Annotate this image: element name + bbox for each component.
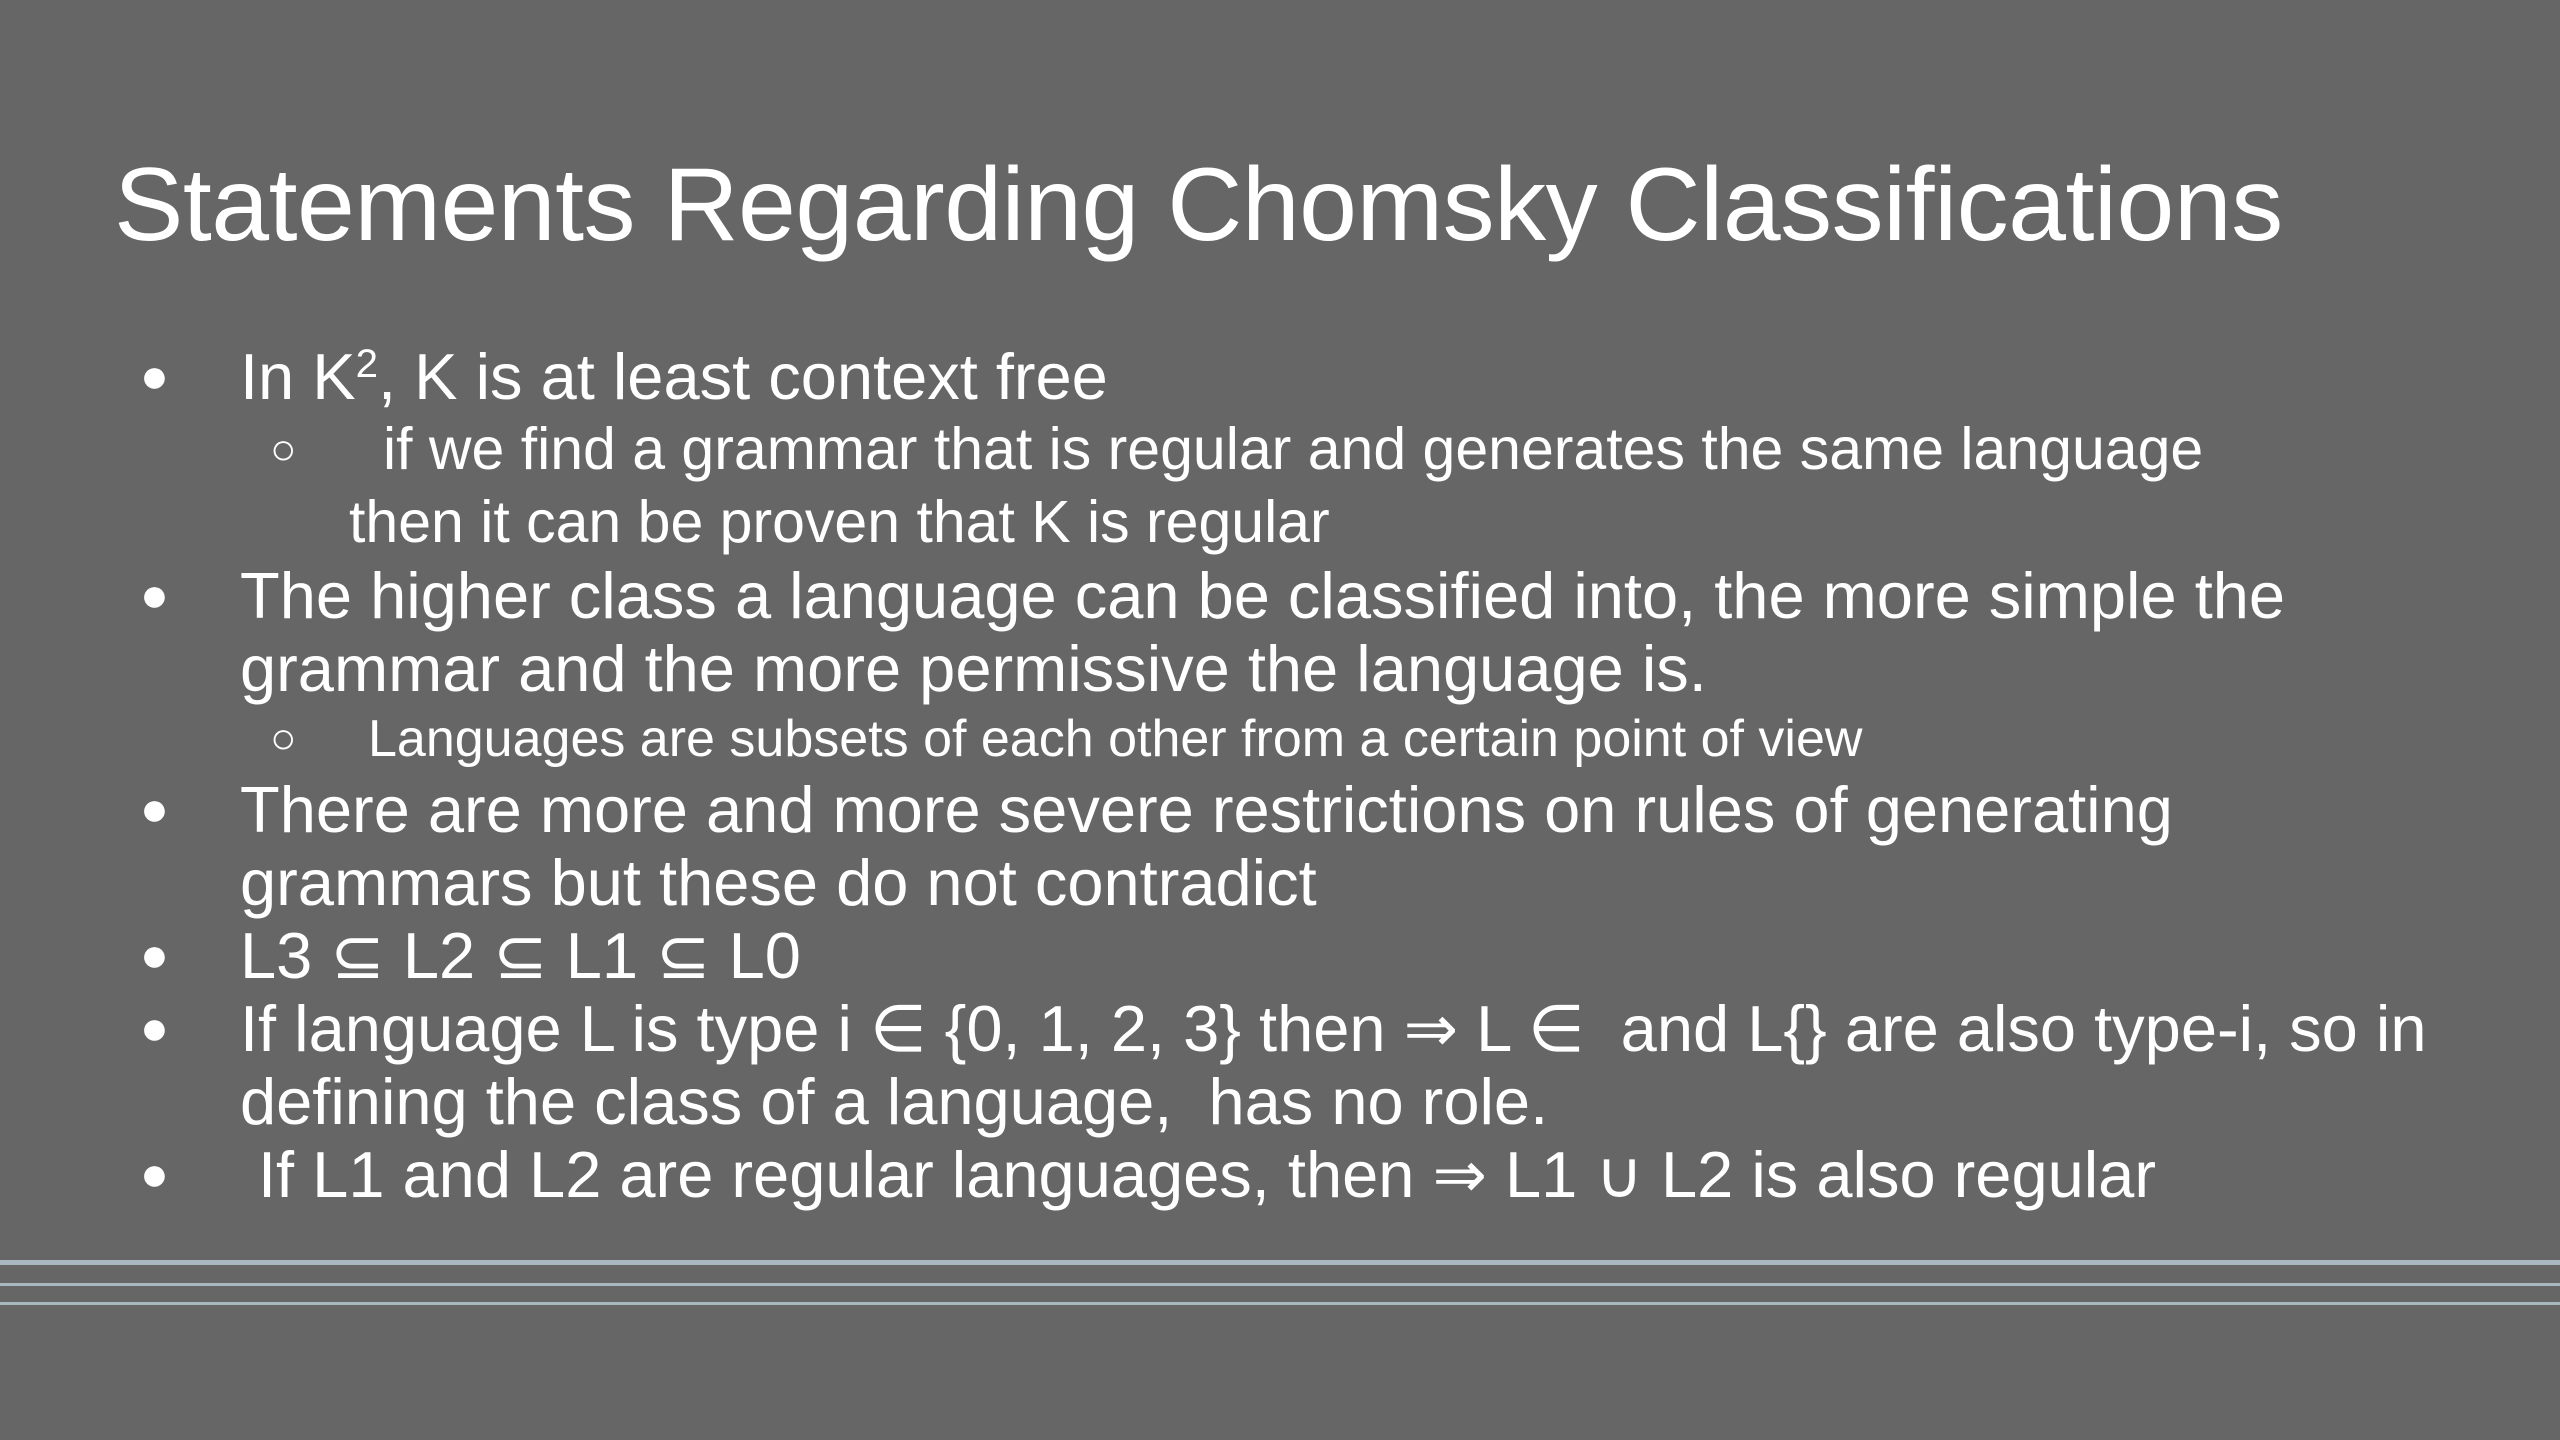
bullet-marker: ●: [140, 929, 169, 982]
bullet-list: [140, 340, 2440, 1211]
sub-bullet-item-2: [140, 705, 2440, 773]
bullet-text: [240, 340, 1108, 413]
superscript: 2: [355, 340, 379, 386]
bullet-item-5: [140, 992, 2440, 1138]
decorative-rule-2: [0, 1283, 2560, 1286]
bullet-line-1: If language L is type i ∈ {0, 1, 2, 3} then ⇒ L ∈ and L{} are also type-i, so in: [240, 992, 2427, 1065]
decorative-rule-3: [0, 1302, 2560, 1305]
sub-bullet-text: Languages are subsets of each other from a certain point of view: [368, 710, 1863, 768]
bullet-line-1: There are more and more severe restrictions on rules of generating: [240, 773, 2173, 846]
sub-bullet-marker: ○: [270, 425, 297, 474]
sub-bullet-text: [349, 413, 2440, 559]
bullet-line-1: The higher class a language can be classified into, the more simple the: [240, 559, 2286, 632]
sub-bullet-line-2: then it can be proven that K is regular: [349, 489, 1330, 555]
bullet-line-2: grammar and the more permissive the language is.: [240, 632, 1707, 705]
bullet-item-3: [140, 773, 2440, 919]
bullet-item-1: [140, 340, 2440, 413]
sub-bullet-item-1: [140, 413, 2440, 559]
bullet-marker: ●: [140, 350, 169, 403]
sub-bullet-marker: ○: [270, 714, 297, 763]
bullet-item-2: [140, 559, 2440, 705]
bullet-marker: ●: [140, 1148, 169, 1201]
sub-bullet-line-1: if we find a grammar that is regular and generates the same language: [383, 416, 2204, 482]
bullet-item-6: [140, 1138, 2440, 1211]
bullet-text: If L1 and L2 are regular languages, then ⇒ L1 ∪ L2 is also regular: [258, 1138, 2156, 1211]
bullet-text-prefix: In K: [240, 340, 356, 413]
bullet-marker: ●: [140, 783, 169, 836]
decorative-rule-1: [0, 1260, 2560, 1265]
bullet-marker: ●: [140, 569, 169, 622]
slide-title: Statements Regarding Chomsky Classifications: [114, 147, 2283, 263]
bullet-text-suffix: , K is at least context free: [378, 340, 1108, 413]
bullet-item-4: [140, 919, 2440, 992]
bullet-line-2: defining the class of a language, has no role.: [240, 1065, 1549, 1138]
bullet-marker: ●: [140, 1002, 169, 1055]
bullet-text: L3 ⊆ L2 ⊆ L1 ⊆ L0: [240, 919, 801, 992]
bullet-line-2: grammars but these do not contradict: [240, 846, 1317, 919]
